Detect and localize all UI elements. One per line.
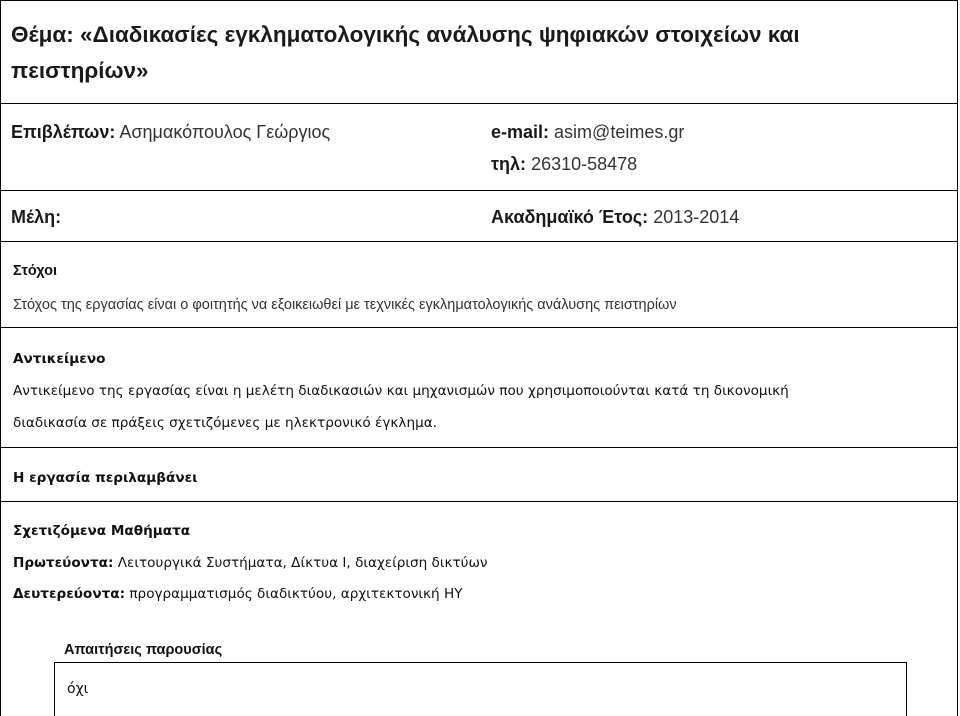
includes-heading: Η εργασία περιλαμβάνει	[13, 470, 198, 486]
requirements-heading: Απαιτήσεις παρουσίας	[64, 642, 223, 658]
requirements-box	[54, 662, 907, 716]
primary-value: Λειτουργικά Συστήματα, Δίκτυα Ι, διαχείριση δικτύων	[117, 555, 488, 571]
details-section	[1, 242, 957, 716]
topic-title	[11, 17, 941, 89]
primary-courses	[13, 555, 488, 571]
secondary-value: προγραμματισμός διαδικτύου, αρχιτεκτονική ΗΥ	[129, 586, 463, 602]
divider	[1, 447, 957, 448]
supervisor-label: Επιβλέπων:	[11, 122, 116, 142]
secondary-label: Δευτερεύοντα:	[13, 586, 126, 602]
goals-heading: Στόχοι	[13, 263, 57, 279]
supervisor-name: Ασημακόπουλος Γεώργιος	[119, 122, 331, 142]
courses-heading: Σχετιζόμενα Μαθήματα	[13, 523, 191, 539]
supervisor-field	[11, 121, 330, 143]
divider	[1, 327, 957, 328]
email-field	[491, 121, 684, 143]
topic-label: Θέμα:	[11, 22, 74, 47]
subject-line-1: Αντικείμενο της εργασίας είναι η μελέτη διαδικασιών και μηχανισμών που χρησιμοποιούνται κατά τη δικονομική	[13, 383, 789, 399]
requirements-value: όχι	[67, 681, 89, 697]
goals-text: Στόχος της εργασίας είναι ο φοιτητής να εξοικειωθεί με τεχνικές εγκληματολογικής ανάλυσης πειστηρίων	[13, 297, 677, 313]
academic-year-label: Ακαδημαϊκό Έτος:	[491, 207, 649, 227]
secondary-courses	[13, 586, 463, 602]
topic-value: «Διαδικασίες εγκληματολογικής ανάλυσης ψηφιακών στοιχείων και πειστηρίων»	[11, 22, 800, 83]
members-field	[11, 206, 61, 228]
phone-value: 26310-58478	[531, 154, 638, 174]
members-section	[1, 191, 957, 242]
email-label: e-mail:	[491, 122, 550, 142]
subject-heading: Αντικείμενο	[13, 351, 106, 367]
divider	[1, 501, 957, 502]
email-value: asim@teimes.gr	[554, 122, 685, 142]
primary-label: Πρωτεύοντα:	[13, 555, 114, 571]
topic-section	[1, 1, 957, 104]
phone-field	[491, 153, 637, 175]
academic-year-value: 2013-2014	[653, 207, 740, 227]
members-label: Μέλη:	[11, 207, 62, 227]
subject-line-2: διαδικασία σε πράξεις σχετιζόμενες με ηλεκτρονικό έγκλημα.	[13, 415, 438, 431]
supervisor-section	[1, 104, 957, 191]
phone-label: τηλ:	[491, 154, 527, 174]
academic-year-field	[491, 206, 739, 228]
